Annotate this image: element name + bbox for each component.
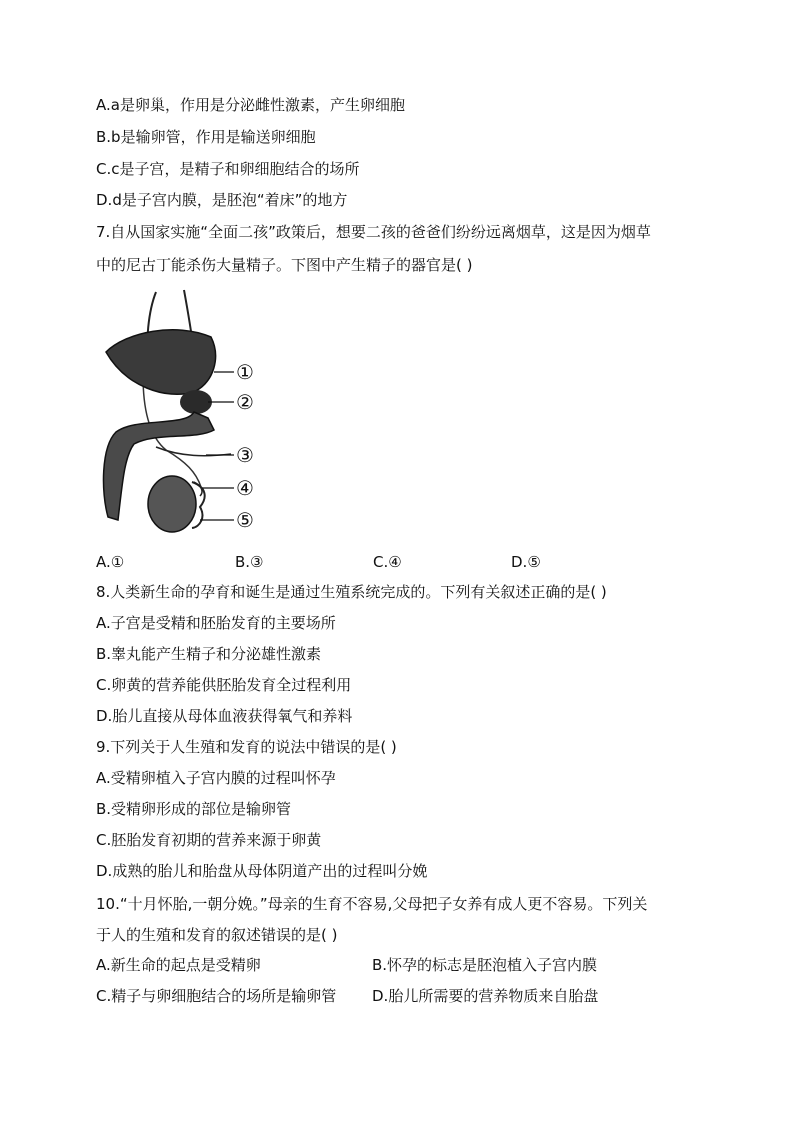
q6-option-d: D.d是子宫内膜，是胚泡“着床”的地方 xyxy=(96,191,348,209)
q10-option-c: C.精子与卵细胞结合的场所是输卵管 xyxy=(96,987,337,1005)
q9-option-a: A.受精卵植入子宫内膜的过程叫怀孕 xyxy=(96,769,336,787)
q7-stem-line1: 7.自从国家实施“全面二孩”政策后，想要二孩的爸爸们纷纷远离烟草，这是因为烟草 xyxy=(96,223,651,241)
q7-option-b: B.③ xyxy=(235,553,264,571)
q8-stem: 8.人类新生命的孕育和诞生是通过生殖系统完成的。下列有关叙述正确的是( ) xyxy=(96,583,607,601)
male-reproductive-system-diagram xyxy=(96,282,276,544)
q8-option-b: B.睾丸能产生精子和分泌雄性激素 xyxy=(96,645,322,663)
q10-stem-line1: 10.“十月怀胎,一朝分娩。”母亲的生育不容易,父母把子女养有成人更不容易。下列关 xyxy=(96,895,648,913)
figure-label-5: ⑤ xyxy=(236,508,254,532)
q6-option-c: C.c是子宫，是精子和卵细胞结合的场所 xyxy=(96,160,360,178)
q10-option-b: B.怀孕的标志是胚泡植入子宫内膜 xyxy=(372,956,598,974)
q10-stem-line2: 于人的生殖和发育的叙述错误的是( ) xyxy=(96,926,338,944)
figure-label-4: ④ xyxy=(236,476,254,500)
q8-option-c: C.卵黄的营养能供胚胎发育全过程利用 xyxy=(96,676,352,694)
q7-option-d: D.⑤ xyxy=(511,553,541,571)
q7-option-c: C.④ xyxy=(373,553,402,571)
q8-option-d: D.胎儿直接从母体血液获得氧气和养料 xyxy=(96,707,353,725)
figure-label-2: ② xyxy=(236,390,254,414)
q9-stem: 9.下列关于人生殖和发育的说法中错误的是( ) xyxy=(96,738,397,756)
q10-option-a: A.新生命的起点是受精卵 xyxy=(96,956,261,974)
figure-label-1: ① xyxy=(236,360,254,384)
q10-option-d: D.胎儿所需要的营养物质来自胎盘 xyxy=(372,987,599,1005)
q8-option-a: A.子宫是受精和胚胎发育的主要场所 xyxy=(96,614,336,632)
q9-option-b: B.受精卵形成的部位是输卵管 xyxy=(96,800,292,818)
q6-option-b: B.b是输卵管，作用是输送卵细胞 xyxy=(96,128,316,146)
q7-stem-line2: 中的尼古丁能杀伤大量精子。下图中产生精子的器官是( ) xyxy=(96,256,473,274)
q9-option-d: D.成熟的胎儿和胎盘从母体阴道产出的过程叫分娩 xyxy=(96,862,428,880)
figure-label-3: ③ xyxy=(236,443,254,467)
q9-option-c: C.胚胎发育初期的营养来源于卵黄 xyxy=(96,831,322,849)
q6-option-a: A.a是卵巢，作用是分泌雌性激素，产生卵细胞 xyxy=(96,96,405,114)
q7-option-a: A.① xyxy=(96,553,125,571)
